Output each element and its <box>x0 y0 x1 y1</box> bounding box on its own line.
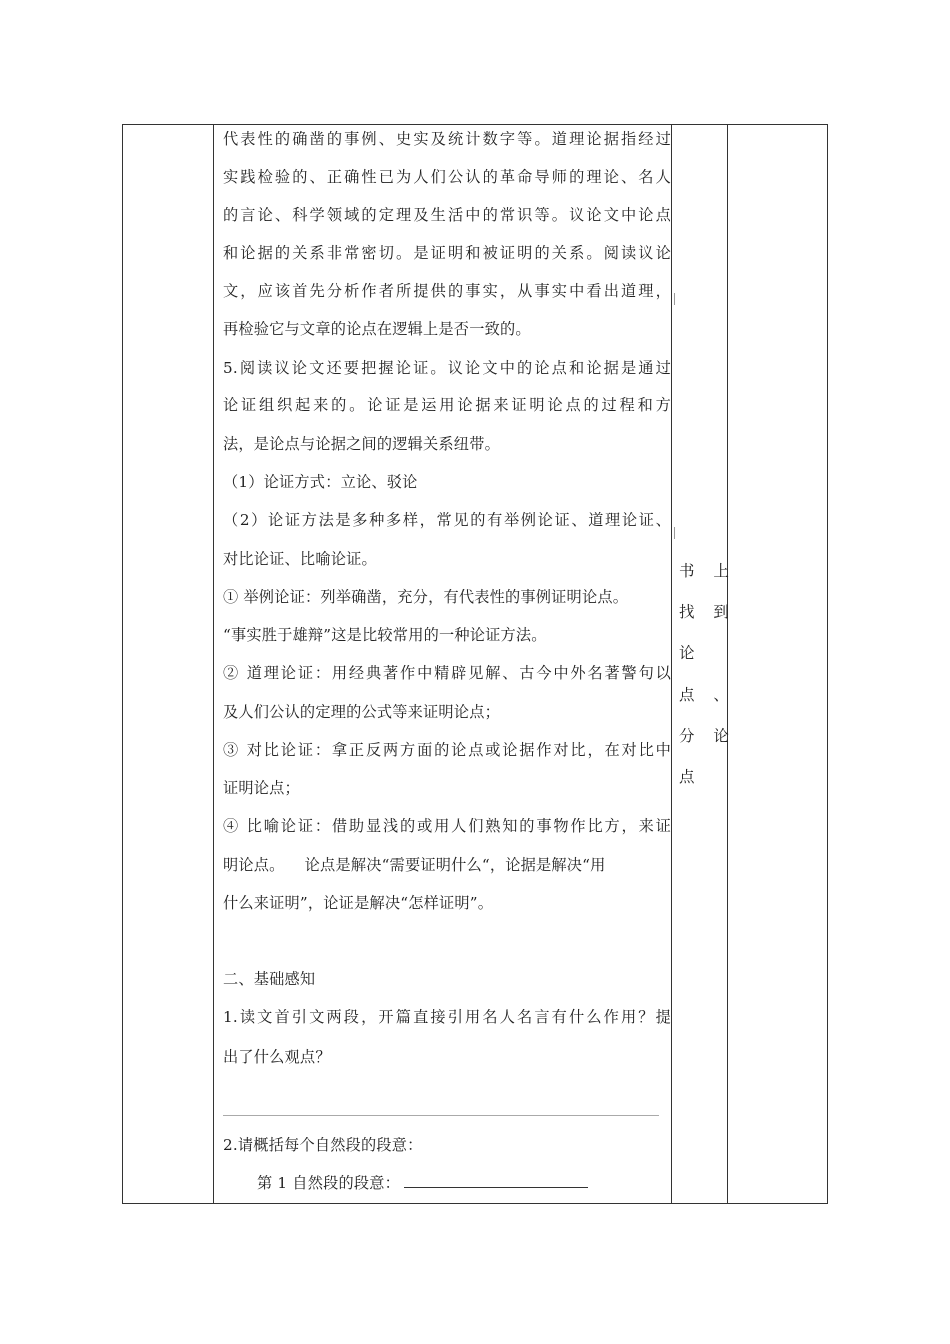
fill-blank-row <box>257 1173 657 1193</box>
lesson-table <box>122 124 828 1204</box>
text-line: ① 举例论证：列举确凿，充分，有代表性的事例证明论点。 <box>223 588 629 606</box>
question-line: 出了什么观点？ <box>223 1048 331 1066</box>
text-line: 文，应该首先分析作者所提供的事实，从事实中看出道理， <box>223 282 671 300</box>
text-line: 代表性的确凿的事例、史实及统计数字等。道理论据指经过 <box>223 130 671 148</box>
side-note-line: 找 到 <box>679 603 736 621</box>
edge-mark <box>674 527 675 539</box>
text-line: 及人们公认的定理的公式等来证明论点； <box>223 703 500 721</box>
column-divider <box>727 125 728 1203</box>
text-line: 论证组织起来的。论证是运用论据来证明论点的过程和方 <box>223 396 671 414</box>
text-line: （1）论证方式：立论、驳论 <box>223 473 418 491</box>
side-note-line: 点 、 <box>679 686 736 704</box>
question-line: 1.读文首引文两段，开篇直接引用名人名言有什么作用？提 <box>223 1008 671 1026</box>
text-line: 什么来证明”，论证是解决“怎样证明”。 <box>223 894 494 912</box>
side-note-line: 点 <box>679 768 702 786</box>
column-divider <box>671 125 672 1203</box>
text-line: （2）论证方法是多种多样，常见的有举例论证、道理论证、 <box>223 511 671 529</box>
column-divider <box>213 125 214 1203</box>
text-line: “事实胜于雄辩”这是比较常用的一种论证方法。 <box>223 626 547 644</box>
section-heading: 二、基础感知 <box>223 970 316 988</box>
edge-mark <box>674 293 675 305</box>
text-line: ② 道理论证：用经典著作中精辟见解、古今中外名著警句以 <box>223 664 671 682</box>
text-line: 和论据的关系非常密切。是证明和被证明的关系。阅读议论 <box>223 244 671 262</box>
text-line: 5.阅读议论文还要把握论证。议论文中的论点和论据是通过 <box>223 359 671 377</box>
text-line: 法，是论点与论据之间的逻辑关系纽带。 <box>223 435 500 453</box>
text-line: 对比论证、比喻论证。 <box>223 550 377 568</box>
answer-line <box>223 1115 659 1116</box>
fill-blank-field[interactable] <box>404 1173 588 1188</box>
text-line: ④ 比喻论证：借助显浅的或用人们熟知的事物作比方，来证 <box>223 817 671 835</box>
text-line: 再检验它与文章的论点在逻辑上是否一致的。 <box>223 320 531 338</box>
text-line: ③ 对比论证：拿正反两方面的论点或论据作对比，在对比中 <box>223 741 671 759</box>
text-line: 的言论、科学领域的定理及生活中的常识等。议论文中论点 <box>223 206 671 224</box>
text-line: 明论点。 论点是解决“需要证明什么“，论据是解决“用 <box>223 856 606 874</box>
question-line: 2.请概括每个自然段的段意： <box>223 1136 423 1154</box>
text-line: 实践检验的、正确性已为人们公认的革命导师的理论、名人 <box>223 168 671 186</box>
side-note-line: 论 <box>679 644 702 662</box>
fill-blank-label: 第 1 自然段的段意： <box>257 1174 401 1192</box>
text-line: 证明论点； <box>223 779 300 797</box>
side-note-line: 书 上 <box>679 562 736 580</box>
side-note-line: 分 论 <box>679 727 736 745</box>
